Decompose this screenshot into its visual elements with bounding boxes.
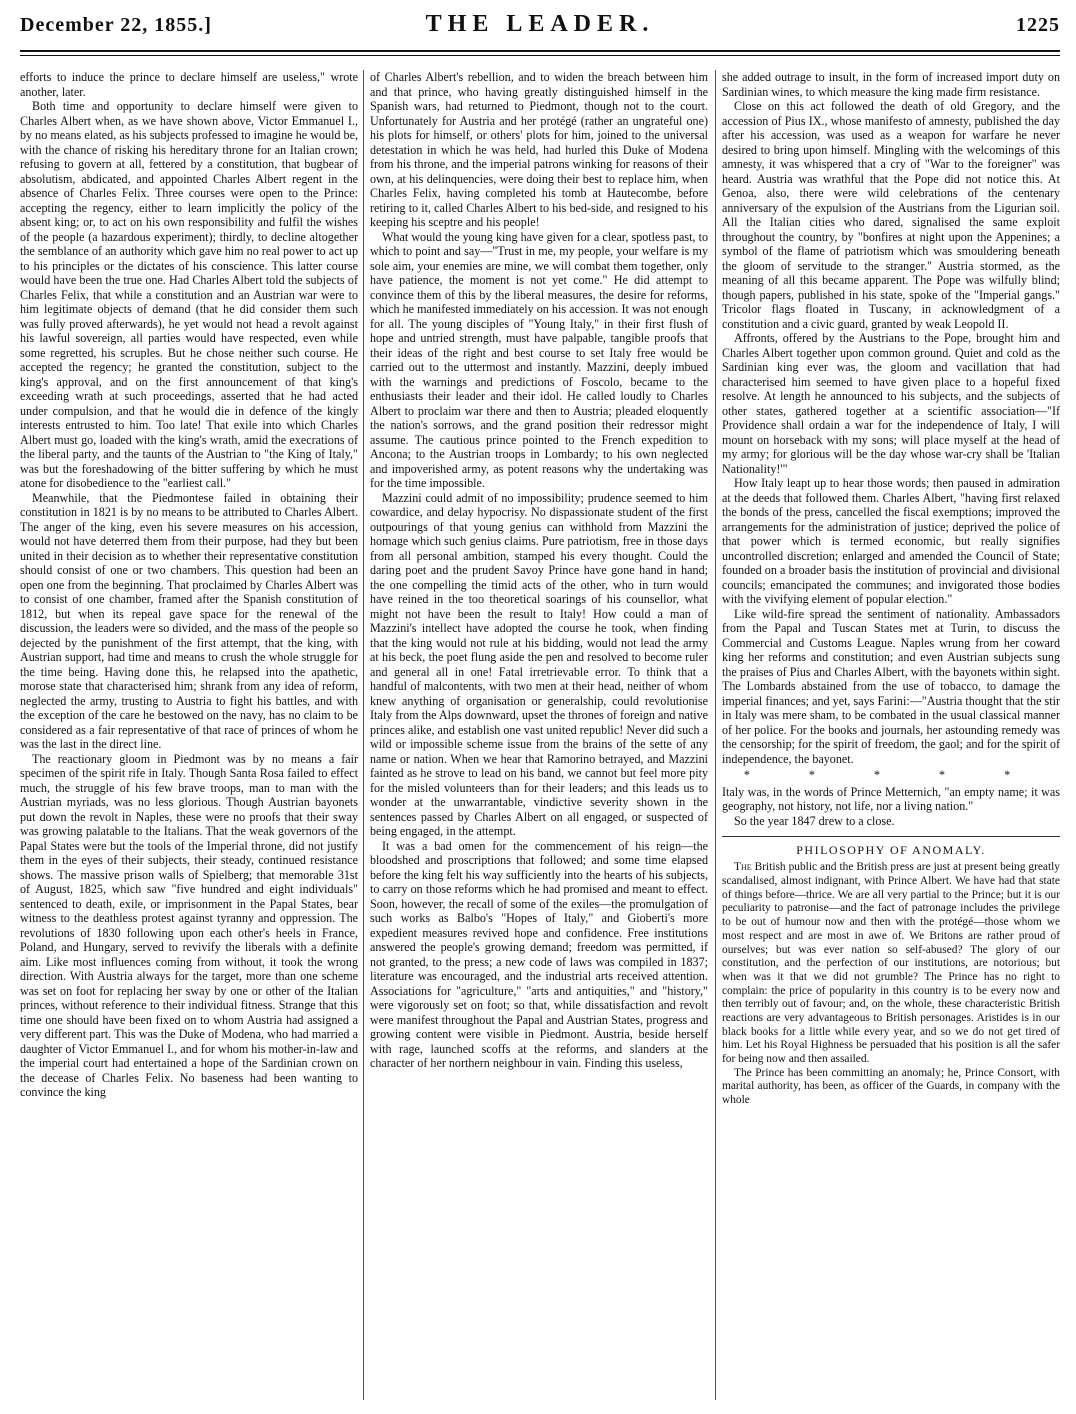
header-rule-thick	[20, 50, 1060, 52]
column-1	[20, 70, 358, 1400]
paragraph: Like wild-fire spread the sentiment of nationality. Ambassadors from the Papal and Tuscan States met at Turin, to discuss the Commercial and Customs League. Naples wrung from her coward king her reforms and constitution; and even Austrian subjects sung the praises of Pius and Charles Albert, with the bayonets within sight. The Lombards abstained from the use of tobacco, to damage the imperial finances; and yet, says Farini:—"Austria thought that the stir in Italy was mere sham, to be combated in the usual classical manner of her police. For the books and journals, her astounding remedy was the censorship; for the spirit of freedom, the gaol; and for the spirit of independence, the bayonet.	[722, 606, 1060, 766]
paragraph: efforts to induce the prince to declare himself are useless," wrote another, later.	[20, 70, 358, 99]
paragraph: How Italy leapt up to hear those words; then paused in admiration at the deeds that followed them. Charles Albert, "having first relaxed the bonds of the press, cancelled the fiscal exemptions; improved the arrangements for the administration of justice; deprived the police of that power which is termed economic, but really signifies uncontrolled discretion; enlarged and amended the Council of State; founded on a broader basis the institution of provincial and divisional councils; emancipated the communes; and invigorated those bodies with the vivifying element of popular election."	[722, 476, 1060, 606]
paragraph: Both time and opportunity to declare himself were given to Charles Albert when, as we have shown above, Victor Emmanuel I., by no means elated, as his subjects professed to imagine he would be, with the chance of risking his hereditary throne for an Italian crown; refusing to govern at all, fettered by a constitution, that bugbear of absolutism, abdicated, and appointed Charles Albert regent in the absence of Charles Felix. Three courses were open to the Prince: accepting the regency, either to learn implicitly the policy of the absent king; or, to act on his own responsibility and fulfil the wishes of the people (a hazardous experiment); thirdly, to decline altogether the semblance of an authority which gave him no real power to act up to his principles or the dictates of his conscience. This latter course would have been the true one. Had Charles Albert told the subjects of Charles Felix, that while a constitution and an Austrian war were to him legitimate objects of demand (that he did consider them such was fully proved afterwards), he yet would not head a revolt against his lawful sovereign, all parties would have respected, even while some regretted, his scruples. But he chose neither such course. He accepted the regency; he granted the constitution, subject to the king's approval, and on the first announcement of that king's exceeding wrath at such proceedings, asserted that he had acted under compulsion, and that he would die in defence of the kingly interests entrusted to him. Too late! That exile into which Charles Albert must go, loaded with the king's wrath, amid the execrations of the liberal party, and the taunts of the Austrian to "the King of Italy," was but the foreshadowing of the bitter suffering by which he must atone for disobedience to the "earliest call."	[20, 99, 358, 490]
paragraph: It was a bad omen for the commencement of his reign—the bloodshed and proscriptions that followed; and some time elapsed before the king felt his way sufficiently into the hearts of his subjects, to carry on those reforms which he had promised and meant to effect. Soon, however, the recall of some of the exiles—the promulgation of such works as Balbo's "Hopes of Italy," and Gioberti's more expedient measures revived hope and confidence. Free institutions answered the people's growing demand; freedom was permitted, if not granted, to the press; a new code of laws was compiled in 1837; literature was encouraged, and the industrial arts received attention. Associations for "agriculture," "arts and antiquities," and "history," were vigorously set on foot; so that, while dissatisfaction and revolt were manifest throughout the Papal and Austrian States, progress and growing content were visible in Piedmont. Austria, beside herself with rage, launched scoffs at the reforms, and slanders at the character of her northern neighbour in vain. Finding this useless,	[370, 838, 708, 1070]
column-2	[370, 70, 708, 1400]
paragraph: So the year 1847 drew to a close.	[734, 813, 895, 828]
masthead	[20, 8, 1060, 52]
first-words: The	[734, 861, 752, 874]
header-rule-thin	[20, 55, 1060, 56]
paragraph	[722, 861, 1060, 1066]
paragraph: she added outrage to insult, in the form of increased import duty on Sardinian wines, to which measure the king made firm resistance.	[722, 70, 1060, 99]
paragraph: of Charles Albert's rebellion, and to widen the breach between him and that prince, who having greatly distinguished himself in the Spanish wars, had returned to Piedmont, though not to the court. Unfortunately for Austria and her protégé (rather an ungrateful one) his plots for himself, or others' plots for him, joined to the universal detestation in which he was held, had hurled this Duke of Modena from his throne, and the imperial patrons winking for reasons of their own, at his delinquencies, were doing their best to replace him, when Charles Felix, having completed his tomb at Hautecombe, before retiring to it, called Charles Albert to his bed-side, and resigned to his keeping his sceptre and his people!	[370, 70, 708, 229]
page-number: 1225	[1016, 14, 1060, 36]
paragraph: Affronts, offered by the Austrians to the Pope, brought him and Charles Albert together upon common ground. Quiet and cold as the Sardinian king ever was, the gloom and vacillation that had characterised him seemed to have given place to a hopeful fixed resolve. At length he announced to his subjects, and the subjects of other states, gathered together at a scientific association—"If Providence shall ordain a war for the independence of Italy, I will mount on horseback with my sons; will place myself at the head of my army; for glorious will be the day whose war-cry shall be 'Italian Nationality!'"	[722, 331, 1060, 476]
section-break-stars: * * * * *	[743, 768, 1039, 782]
paragraph: Meanwhile, that the Piedmontese failed in obtaining their constitution in 1821 is by no means to be attributed to Charles Albert. The anger of the king, even his severe measures on his accession, would not have deterred them from their purpose, had they but been united in their decision as to whether their representative constitution should consist of one or two chambers. This question had been an open one from the beginning. That proclaimed by Charles Albert was to consist of one chamber, framed after the Spanish constitution of 1812, but when its repeal gave space for the renewal of the discussion, the leaders were so divided, and the mass of the people so dejected by the punishment of the first attempt, that the king, with Austrian support, had time and means to crush the whole struggle for the time being. Having done this, he relapsed into the apathetic, morose state that characterised him; shrank from any idea of reform, neglected the army, trusting to Austria to fight his battles, and with the exception of the care he bestowed on the navy, has no claim to be considered as a fair representative of that race of princes of whom he was the last in the direct line.	[20, 490, 358, 751]
column-divider	[715, 70, 716, 1400]
column-divider	[363, 70, 364, 1400]
paragraph: Italy was, in the words of Prince Metternich, "an empty name; it was geography, not history, not life, nor a living nation."	[722, 784, 1060, 813]
paragraph-text: British public and the British press are just at present being greatly scandalised, almost indignant, with Prince Albert. We have had that state of things before—thrice. We are all very partial to the Prince; but it is our peculiarity to patronise—and the fact of patronage includes the privilege to be out of humour now and then with the protégé—those whom we most respect and are most in awe of. We Britons are rather proud of ourselves; but was ever nation so self-abused? The glory of our constitution, and the perfection of our institutions, are notorious; but when was it that we did not grumble? The Prince has no right to complain: the price of popularity in this country is to be every now and then terribly out of favour; and, on the whole, these characteristic British reactions are very advantageous to British personages. Aristides is in our black books for a little while every year, and so we do not get tired of him. Let his Royal Highness be persuaded that his position is all the safer for being now and then assailed.	[722, 861, 1060, 1066]
section-heading: PHILOSOPHY OF ANOMALY.	[722, 836, 1060, 857]
paragraph: Mazzini could admit of no impossibility; prudence seemed to him cowardice, and delay hypocrisy. No dispassionate student of the first outpourings of that young genius can withhold from Mazzini the homage which such genius claims. Pure patriotism, free in those days from all personal ambition, stamped his every thought. Could the daring poet and the prudent Savoy Prince have gone hand in hand; the one compelling the timid acts of the other, who in turn would have reined in the too theoretical soarings of his counsellor, what might not have been the result to Italy! How could a man of Mazzini's intellect have adopted the course he took, when finding that the king would not rule at his bidding, would not lead the army at his beck, the poet flung aside the pen and resolved to become ruler and general all in one! Fatal irretrievable error. To think that a handful of malcontents, with two men at their head, neither of whom knew anything of organisation or generalship, could revolutionise Italy from the Alps downward, upset the thrones of foreign and native princes alike, and establish one vast united republic! Never did such a wild or impossible scheme issue from the brains of the sette of any name or nation. When we hear that Ramorino betrayed, and Mazzini fainted as he strove to lead on his band, we cannot but feel more pity for the misled volunteers than for their leaders; and this leads us to wonder at the unwarrantable, vindictive severity shown in the sentences passed by Charles Albert on all engaged, or suspected of being engaged, in the attempt.	[370, 490, 708, 838]
paragraph: The reactionary gloom in Piedmont was by no means a fair specimen of the spirit rife in Italy. Though Santa Rosa failed to effect much, the struggle of his few brave troops, man to man with the Austrian myriads, was no less glorious. Though Austrian bayonets put down the revolt in Naples, these were no proofs that their sway was growing palatable to the Italians. That the weak governors of the Papal States were but the tools of the Imperial throne, did not justify them in the eyes of their subjects, their steady, continued resistance shows. The massive prison walls of Spielberg; that memorable 31st of August, 1825, which saw "five hundred and eight individuals" sentenced to death, exile, or imprisonment in the Papal States, bear witness to the deathless protest against tyranny and oppression. The revolutions of 1830 following upon each other's heels in France, Poland, and Hungary, served to revivify the liberals with a definite aim. Like most influences coming from without, it took the wrong direction. With Austria always for the target, more than one scheme was set on foot for replacing her sway by one or other of the Italian princes, without reference to their individual fitness. Strange that this time one should have been fixed on to whom Austria had assigned a very different part. This was the Duke of Modena, who had married a daughter of Victor Emmanuel I., and for whom his mother-in-law and the imperial court had entertained a hope of the Sardinian crown on the decease of Charles Felix. No baseness had been wanting to convince the king	[20, 751, 358, 1099]
section-body	[722, 861, 1060, 1107]
issue-date: December 22, 1855.]	[20, 14, 212, 36]
column-3	[722, 70, 1060, 1400]
paragraph: What would the young king have given for a clear, spotless past, to which to point and say—"Trust in me, my people, your welfare is my sole aim, your enemies are mine, we will combat them together, only have patience, the moment is not yet come." He did attempt to convince them of this by the liberal measures, the desire for reforms, which he manifested immediately on his accession. It was not enough for all. The young disciples of "Young Italy," in their first flush of hope and untried strength, must have palpable, tangible proofs that their ideas of the right and best course to set Italy free would be carried out to the uttermost and instantly. Mazzini, deeply imbued with the warnings and predictions of Foscolo, became to the enthusiasts their leader and their idol. He called loudly to Charles Albert to proclaim war there and then to Austria; pleaded eloquently the nation's sorrows, and the grand position their redressor might assume. The cautious prince pointed to the French expedition to Ancona; to the Austrian troops in Lombardy; to his own neglected and impoverished army, as potent reasons why the undertaking was for the time impossible.	[370, 229, 708, 490]
paragraph: Close on this act followed the death of old Gregory, and the accession of Pius IX., whose manifesto of amnesty, published the day after his accession, was used as a weapon for warfare he never desired to bring upon himself. Mingling with the welcomings of this amnesty, it was whispered that a cry of "War to the foreigner" was heard. Austria was wrathful that the Pope did not notice this. At Genoa, also, there were wild celebrations of the centenary anniversary of the expulsion of the Austrians from the Ligurian soil. All the Italian cities who dared, signalised the same exploit throughout the country, by "bonfires at night upon the Appenines; a symbol of the flame of patriotism which was smouldering beneath the gloom of servitude to the stranger." Austria stormed, as the meaning of all this became apparent. The Pope was wilfully blind; though papers, published in his state, spoke of the "Imperial gangs." Tricolor flags floated in Tuscany, in acknowledgment of a constitution and a civic guard, granted by weak Leopold II.	[722, 99, 1060, 331]
paragraph: The Prince has been committing an anomaly; he, Prince Consort, with marital authority, has been, as officer of the Guards, in company with the whole	[722, 1066, 1060, 1107]
newspaper-title: THE LEADER.	[425, 11, 655, 37]
